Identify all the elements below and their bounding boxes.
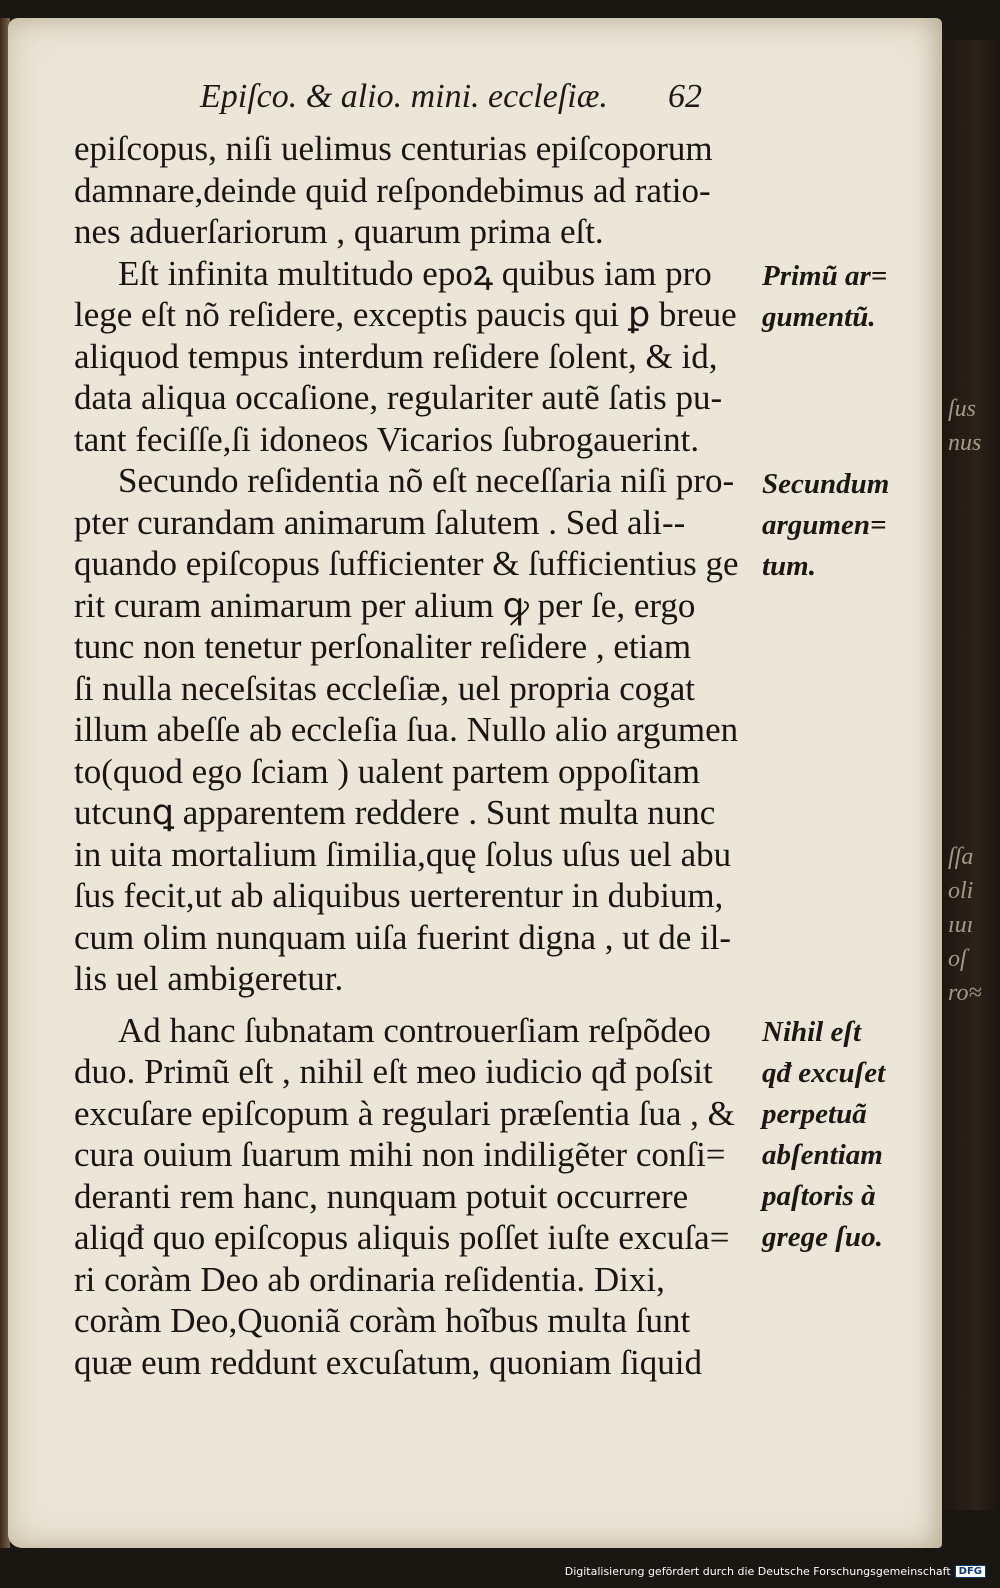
facing-fragment: ro≈: [948, 980, 982, 1006]
facing-fragment: ıuı: [948, 912, 974, 938]
paragraph-gap: [74, 1000, 764, 1010]
facing-fragment: nus: [948, 430, 982, 456]
marginal-line: argumen=: [762, 509, 887, 541]
marginal-line: gumentũ.: [762, 301, 876, 333]
text-line: rit curam animarum per alium ꝙ per ſe, ergo: [74, 585, 696, 625]
text-line: data aliqua occaſione, regulariter autẽ ſatis pu-: [74, 378, 723, 417]
text-line: tunc non tenetur perſonaliter reſidere , etiam: [74, 627, 692, 666]
text-line: ſus fecit,ut ab aliquibus uerterentur in dubium,: [74, 876, 724, 915]
facing-fragment: ſus: [948, 396, 977, 422]
text-line: nes aduerſariorum , quarum prima eſt.: [74, 212, 604, 251]
text-line: quæ eum reddunt excuſatum, quoniam ſiquid: [74, 1342, 702, 1382]
text-line: deranti rem hanc, nunquam potuit occurrere: [74, 1176, 689, 1216]
text-line: cura ouium ſuarum mihi non indiligẽter conſi=: [74, 1135, 726, 1174]
text-line: ri coràm Deo ab ordinaria reſidentia. Dixi,: [74, 1259, 665, 1299]
facing-page-edge: [942, 40, 1000, 1510]
text-line: cum olim nunquam uiſa fuerint digna , ut de il-: [74, 917, 732, 957]
facing-fragment: oli: [948, 878, 974, 904]
marginal-line: perpetuã: [762, 1098, 867, 1130]
marginal-note-second-argument: [762, 464, 912, 587]
dfg-logo: DFG: [955, 1565, 986, 1578]
running-title: Epiſco. & alio. mini. eccleſiæ.: [200, 78, 608, 115]
text-line: utcunꝗ apparentem reddere . Sunt multa nunc: [74, 793, 716, 832]
marginal-line: Nihil eſt: [762, 1016, 862, 1048]
marginal-line: Secundum: [762, 468, 890, 500]
marginal-note-first-argument: [762, 256, 912, 338]
marginal-line: abſentiam: [762, 1139, 883, 1171]
text-line: epiſcopus, niſi uelimus centurias epiſcoporum: [74, 129, 713, 168]
text-line: lege eſt nõ reſidere, exceptis paucis qui ꝑ breue: [74, 295, 737, 334]
marginal-line: grege ſuo.: [762, 1221, 883, 1253]
text-line: damnare,deinde quid reſpondebimus ad ratio-: [74, 170, 711, 210]
text-line: excuſare epiſcopum à regulari præſentia ſua , &: [74, 1093, 735, 1133]
digitization-credit: [565, 1565, 986, 1578]
marginal-note-nihil-est: [762, 1012, 912, 1258]
text-line: tant feciſſe,ſi idoneos Vicarios ſubrogauerint.: [74, 419, 700, 459]
page-number: 62: [668, 78, 702, 115]
text-line: Eſt infinita multitudo epoꝝ quibus iam pro: [118, 253, 712, 293]
text-line: ſi nulla neceſsitas eccleſiæ, uel propria cogat: [74, 668, 696, 708]
body-text: [74, 128, 764, 1383]
text-line: illum abeſſe ab eccleſia ſua. Nullo alio argumen: [74, 710, 739, 749]
credit-text: Digitalisierung gefördert durch die Deutsche Forschungsgemeinschaft: [564, 1565, 951, 1578]
text-line: lis uel ambigeretur.: [74, 959, 344, 998]
text-line: to(quod ego ſciam ) ualent partem oppoſitam: [74, 751, 700, 791]
text-line: Secundo reſidentia nõ eſt neceſſaria niſi pro-: [118, 461, 735, 500]
text-line: coràm Deo,Quoniã coràm hoĩbus multa ſunt: [74, 1301, 691, 1340]
marginal-line: paſtoris à: [762, 1180, 876, 1212]
text-line: Ad hanc ſubnatam controuerſiam reſpõdeo: [118, 1010, 711, 1050]
facing-fragment: oſ: [948, 946, 967, 972]
marginal-line: qđ excuſet: [762, 1057, 886, 1089]
facing-fragment: ſſa: [948, 844, 974, 870]
text-line: aliquod tempus interdum reſidere ſolent, & id,: [74, 336, 718, 376]
marginal-line: tum.: [762, 550, 816, 582]
text-line: aliqđ quo epiſcopus aliquis poſſet iuſte excuſa=: [74, 1218, 730, 1257]
marginal-line: Primũ ar=: [762, 260, 888, 292]
text-line: in uita mortalium ſimilia,quę ſolus uſus uel abu: [74, 834, 732, 874]
text-line: duo. Primũ eſt , nihil eſt meo iudicio qđ poſsit: [74, 1052, 713, 1091]
text-line: pter curandam animarum ſalutem . Sed ali--: [74, 502, 686, 542]
text-line: quando epiſcopus ſufficienter & ſufficientius ge: [74, 544, 739, 583]
